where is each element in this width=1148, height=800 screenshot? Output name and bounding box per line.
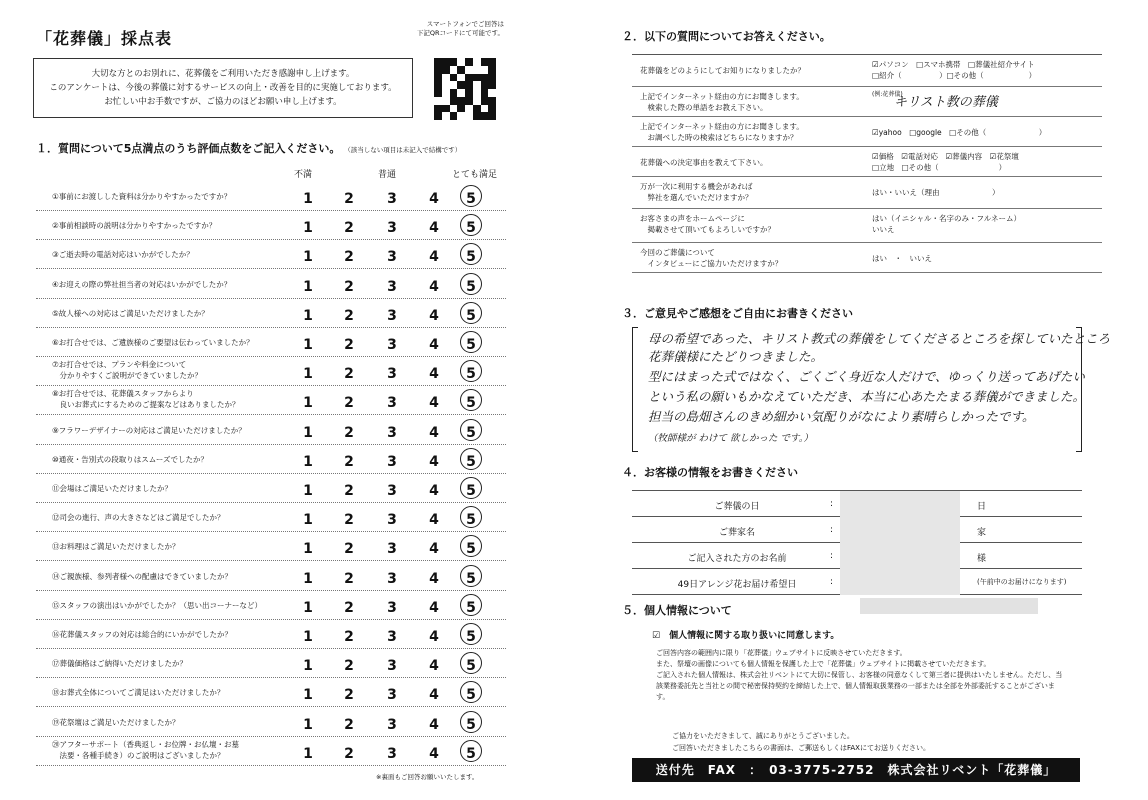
score-option[interactable]: 3 — [387, 658, 397, 675]
question-text: ⑳アフターサポート（香典返し・お位牌・お仏壇・お墓 法要・各種手続き）のご説明はございましたか？ — [52, 739, 239, 760]
score-option[interactable]: 1 — [303, 307, 313, 324]
score-circle — [460, 623, 482, 645]
question-text: ⑩通夜・告別式の段取りはスムーズでしたか？ — [52, 454, 208, 464]
score-circle — [460, 477, 482, 499]
survey-answer[interactable]: (例:花葬儀) — [872, 91, 903, 98]
comment-line: 型にはまった式ではなく、ごくごく身近な人だけで、ゆっくり送ってあげたい — [648, 369, 1085, 384]
survey-question: お客さまの声をホームページに 掲載させて頂いてもよろしいですか？ — [640, 214, 775, 234]
score-option[interactable]: 4 — [429, 453, 439, 470]
section-5-title: ５．個人情報について — [622, 604, 732, 617]
question-row — [36, 708, 506, 737]
score-option[interactable]: 4 — [429, 570, 439, 587]
score-option[interactable]: 1 — [303, 191, 313, 207]
survey-answer[interactable]: ☑価格 ☑電話対応 ☑葬儀内容 ☑花祭壇 □立地 □その他（ ） — [872, 152, 1019, 172]
info-label: ご記入された方のお名前 — [687, 554, 787, 564]
question-row — [36, 416, 506, 445]
question-text: ③ご逝去時の電話対応はいかがでしたか？ — [52, 250, 194, 260]
score-option[interactable]: 4 — [429, 483, 439, 499]
section-1-note: （該当しない項目は未記入で結構です） — [344, 146, 462, 154]
redacted-field[interactable] — [840, 569, 960, 595]
score-option[interactable]: 1 — [303, 483, 313, 499]
score-circle — [460, 594, 482, 616]
qr-note: スマートフォンでご回答は 下記QRコードにて可能です。 — [416, 20, 504, 37]
info-label: 49日アレンジ花お届け希望日 — [677, 580, 797, 590]
score-option[interactable]: 2 — [344, 570, 354, 587]
score-option[interactable]: 1 — [303, 366, 313, 383]
survey-question-row — [632, 243, 1102, 273]
score-option[interactable]: 1 — [303, 629, 313, 645]
question-row — [36, 357, 506, 386]
score-circle — [460, 419, 482, 441]
score-sheet-page — [0, 0, 560, 800]
score-option[interactable]: 5 — [466, 570, 476, 587]
score-option[interactable]: 5 — [466, 541, 476, 558]
score-option[interactable]: 3 — [387, 483, 397, 499]
redacted-field[interactable] — [840, 517, 960, 543]
score-option[interactable]: 3 — [387, 629, 397, 645]
score-option[interactable]: 5 — [466, 278, 476, 295]
score-option[interactable]: 4 — [429, 220, 439, 237]
score-option[interactable]: 2 — [344, 687, 354, 704]
question-row — [36, 474, 506, 503]
survey-question: 上記でインターネット経由の方にお聞きします。 お調べした時の検索はどちらになりますか？ — [640, 122, 804, 142]
question-text: ⑦お打合せでは、プランや料金について 分かりやすくご説明ができていましたか？ — [52, 360, 202, 381]
question-row — [36, 182, 506, 211]
redacted-field[interactable] — [840, 491, 960, 517]
score-option[interactable]: 2 — [344, 278, 354, 295]
section-4-title: ４．お客様の情報をお書きください — [622, 466, 798, 479]
score-option[interactable]: 5 — [466, 424, 476, 441]
question-text: ⑪会場はご満足いただけましたか？ — [52, 484, 172, 493]
score-option[interactable]: 1 — [303, 453, 313, 470]
section-1-title: １．質問について5点満点のうち評価点数をご記入ください。 — [36, 142, 341, 155]
info-suffix: 日 — [977, 502, 987, 512]
question-text: ②事前相談時の説明は分かりやすかったですか？ — [52, 221, 217, 231]
score-option[interactable]: 1 — [303, 278, 313, 295]
qr-code-icon — [434, 58, 496, 120]
question-text: ⑱お葬式全体についてご満足はいただけましたか？ — [52, 688, 225, 698]
score-option[interactable]: 2 — [344, 745, 354, 762]
intro-line: 大切な方とのお別れに、花葬儀をご利用いただき感謝申し上げます。 — [91, 69, 355, 79]
score-option[interactable]: 3 — [387, 307, 397, 324]
score-option[interactable]: 4 — [429, 687, 439, 704]
survey-answer[interactable]: ☑パソコン □スマホ携帯 □葬儀社紹介サイト □紹介（ ）□その他（ ） — [872, 60, 1037, 80]
score-option[interactable]: 4 — [429, 512, 439, 529]
score-option[interactable]: 1 — [303, 658, 313, 675]
score-option[interactable]: 5 — [466, 220, 476, 237]
score-option[interactable]: 4 — [429, 395, 439, 412]
score-circle — [460, 302, 482, 324]
score-option[interactable]: 4 — [429, 599, 439, 616]
question-text: ⑨フラワーデザイナーの対応はご満足いただけましたか？ — [52, 425, 246, 435]
score-option[interactable]: 5 — [466, 658, 476, 675]
question-row — [36, 299, 506, 328]
question-text: ①事前にお渡しした資料は分かりやすかったですか？ — [52, 192, 232, 201]
score-option[interactable]: 1 — [303, 220, 313, 237]
question-text: ⑥お打合せでは、ご遺族様のご要望は伝わっていましたか？ — [52, 338, 254, 347]
score-option[interactable]: 3 — [387, 745, 397, 762]
score-option[interactable]: 2 — [344, 629, 354, 645]
survey-question-row — [632, 55, 1102, 87]
score-option[interactable]: 1 — [303, 745, 313, 762]
question-row — [36, 562, 506, 591]
score-option[interactable]: 2 — [344, 220, 354, 237]
question-text: ⑲花祭壇はご満足いただけましたか？ — [52, 717, 180, 727]
score-option[interactable]: 2 — [344, 307, 354, 324]
score-option[interactable]: 3 — [387, 278, 397, 295]
info-suffix: 家 — [977, 528, 987, 538]
question-row — [36, 503, 506, 532]
score-option[interactable]: 1 — [303, 541, 313, 558]
score-option[interactable]: 4 — [429, 716, 439, 733]
score-option[interactable]: 3 — [387, 395, 397, 412]
handwritten-search-term: キリスト教の葬儀 — [894, 95, 998, 110]
intro-line: このアンケートは、今後の葬儀に対するサービスの向上・改善を目的に実施しております。 — [49, 83, 397, 93]
question-text: ⑫司会の進行、声の大きさなどはご満足でしたか？ — [52, 513, 225, 523]
question-text: ⑤故人様への対応はご満足いただけましたか？ — [52, 308, 209, 318]
intro-box — [33, 58, 413, 118]
score-option[interactable]: 3 — [387, 453, 397, 470]
score-option[interactable]: 1 — [303, 687, 313, 704]
score-option[interactable]: 1 — [303, 337, 313, 353]
redacted-block — [860, 598, 1038, 614]
question-row — [36, 678, 506, 707]
score-option[interactable]: 1 — [303, 424, 313, 441]
score-option[interactable]: 2 — [344, 541, 354, 558]
score-option[interactable]: 1 — [303, 570, 313, 587]
colon: : — [830, 499, 834, 509]
score-option[interactable]: 3 — [387, 366, 397, 383]
question-row — [36, 591, 506, 620]
comment-line: 母の希望であった、キリスト教式の葬儀をしてくださるところを探していたところ — [648, 331, 1111, 346]
score-option[interactable]: 1 — [303, 716, 313, 733]
scale-label-low: 不満 — [294, 170, 313, 180]
score-option[interactable]: 3 — [387, 570, 397, 587]
question-row — [36, 649, 506, 678]
score-option[interactable]: 5 — [466, 453, 476, 470]
survey-answer[interactable]: はい・いいえ（理由 ） — [872, 188, 1000, 197]
score-option[interactable]: 1 — [303, 395, 313, 412]
score-option[interactable]: 2 — [344, 658, 354, 675]
score-circle — [460, 565, 482, 587]
comment-line: 担当の島畑さんのきめ細かい気配りがなにより素晴らしかったです。 — [648, 409, 1035, 424]
question-row — [36, 532, 506, 561]
section-3-title: ３．ご意見やご感想をご自由にお書きください — [622, 307, 853, 320]
survey-answer[interactable]: はい ・ いいえ — [872, 254, 932, 263]
score-option[interactable]: 5 — [466, 191, 476, 207]
section-2-table — [632, 54, 1102, 273]
scale-label-mid: 普通 — [378, 170, 397, 180]
score-option[interactable]: 3 — [387, 191, 397, 207]
score-option[interactable]: 2 — [344, 512, 354, 529]
scale-label-high: とても満足 — [452, 170, 498, 180]
score-option[interactable]: 3 — [387, 220, 397, 237]
score-option[interactable]: 5 — [466, 716, 476, 733]
customer-info-table — [632, 490, 1082, 595]
privacy-text: ご回答内容の範囲内に限り「花葬儀」ウェブサイトに反映させていただきます。 また、祭壇の画像についても個人情報を保護した上で「花葬儀」ウェブサイトに掲載させていただきます。 ご記入された個人情報は、株式会社リベントにて大切に保管し、お客様の同意なくして第三者に提供はいたしません。ただし、当該業務委託先と当社との間で秘密保持契約を締結した上で、個人情報取扱業務の一部または全部を外部委託することがございます。 — [656, 649, 1063, 701]
fax-bar: 送付先 FAX ： 03-3775-2752 株式会社リベント「花葬儀」 — [632, 758, 1080, 782]
score-option[interactable]: 3 — [387, 424, 397, 441]
score-option[interactable]: 1 — [303, 512, 313, 529]
question-text: ⑬お料理はご満足いただけましたか？ — [52, 542, 180, 552]
survey-question-row — [632, 177, 1102, 209]
customer-info-row — [632, 491, 1082, 517]
score-option[interactable]: 5 — [466, 599, 476, 616]
score-option[interactable]: 5 — [466, 483, 476, 499]
score-circle — [460, 711, 482, 733]
score-option[interactable]: 2 — [344, 337, 354, 353]
score-option[interactable]: 4 — [429, 658, 439, 675]
customer-info-row — [632, 543, 1082, 569]
score-option[interactable]: 2 — [344, 366, 354, 383]
score-option[interactable]: 5 — [466, 687, 476, 704]
footnote: ※裏面もご回答お願いいたします。 — [376, 773, 479, 781]
survey-answer[interactable]: ☑yahoo □google □その他（ ） — [872, 128, 1047, 137]
score-option[interactable]: 2 — [344, 453, 354, 470]
score-option[interactable]: 4 — [429, 249, 439, 266]
score-option[interactable]: 3 — [387, 512, 397, 529]
score-option[interactable]: 5 — [466, 629, 476, 645]
privacy-consent-checkbox[interactable]: ☑ 個人情報に関する取り扱いに同意します。 — [652, 631, 840, 641]
info-suffix: (午前中のお届けになります) — [977, 578, 1067, 586]
colon: : — [830, 551, 834, 561]
score-option[interactable]: 4 — [429, 629, 439, 645]
score-option[interactable]: 4 — [429, 424, 439, 441]
bracket-left — [632, 327, 638, 452]
survey-answer[interactable]: はい（イニシャル・名字のみ・フルネーム） いいえ — [872, 214, 1022, 234]
customer-info-row — [632, 517, 1082, 543]
intro-line: お忙しい中お手数ですが、ご協力のほどお願い申し上げます。 — [104, 97, 342, 107]
question-row — [36, 328, 506, 357]
score-option[interactable]: 5 — [466, 512, 476, 529]
score-option[interactable]: 2 — [344, 395, 354, 412]
colon: : — [830, 577, 834, 587]
customer-info-row — [632, 569, 1082, 595]
survey-question-row — [632, 87, 1102, 117]
question-text: ⑰葬儀価格はご納得いただけましたか？ — [52, 659, 187, 669]
score-circle — [460, 331, 482, 353]
page-title: 「花葬儀」採点表 — [36, 29, 173, 48]
section-2-title: ２．以下の質問についてお答えください。 — [622, 30, 831, 43]
score-option[interactable]: 4 — [429, 745, 439, 762]
redacted-field[interactable] — [840, 543, 960, 569]
score-circle — [460, 273, 482, 295]
score-option[interactable]: 5 — [466, 337, 476, 353]
score-option[interactable]: 3 — [387, 716, 397, 733]
thanks-text: ご協力をいただきまして、誠にありがとうございました。 ご回答いただきましたこちらの書面は、ご郵送もしくはFAXにてお送りください。 — [672, 732, 930, 752]
survey-question: 花葬儀をどのようにしてお知りになりましたか？ — [640, 66, 805, 75]
score-option[interactable]: 1 — [303, 599, 313, 616]
questionnaire-page — [610, 0, 1148, 800]
score-circle — [460, 185, 482, 207]
score-option[interactable]: 1 — [303, 249, 313, 266]
score-option[interactable]: 5 — [466, 249, 476, 266]
question-row — [36, 737, 506, 766]
survey-question: 今回のご葬儀について インタビューにご協力いただけますか？ — [640, 248, 783, 268]
score-circle — [460, 740, 482, 762]
score-option[interactable]: 2 — [344, 249, 354, 266]
comment-line: （牧師様が わけて 欲しかった です。） — [648, 433, 814, 444]
score-option[interactable]: 4 — [429, 278, 439, 295]
score-option[interactable]: 3 — [387, 541, 397, 558]
question-text: ⑯花葬儀スタッフの対応は総合的にいかがでしたか？ — [52, 630, 232, 639]
info-label: ご葬家名 — [718, 528, 755, 538]
score-option[interactable]: 2 — [344, 599, 354, 616]
score-option[interactable]: 2 — [344, 424, 354, 441]
score-option[interactable]: 2 — [344, 716, 354, 733]
comment-line: という私の願いもかなえていただき、本当に心あたたまる葬儀ができました。 — [648, 389, 1086, 404]
score-option[interactable]: 5 — [466, 366, 476, 383]
section-1-heading — [36, 140, 461, 156]
score-option[interactable]: 4 — [429, 191, 439, 207]
score-option[interactable]: 3 — [387, 599, 397, 616]
question-row — [36, 240, 506, 269]
score-option[interactable]: 4 — [429, 541, 439, 558]
score-option[interactable]: 3 — [387, 249, 397, 266]
score-option[interactable]: 4 — [429, 307, 439, 324]
score-option[interactable]: 5 — [466, 745, 476, 762]
score-option[interactable]: 4 — [429, 337, 439, 353]
question-text: ④お迎えの際の弊社担当者の対応はいかがでしたか？ — [52, 279, 232, 289]
question-row — [36, 211, 506, 240]
question-row — [36, 386, 506, 415]
question-text: ⑮スタッフの演出はいかがでしたか？（思い出コーナーなど） — [52, 600, 262, 610]
info-label: ご葬儀の日 — [714, 502, 760, 512]
colon: : — [830, 525, 834, 535]
info-suffix: 様 — [977, 554, 987, 564]
comment-line: 花葬儀様にたどりつきました。 — [648, 349, 824, 364]
survey-question: 万が一次に利用する機会があれば 弊社を選んでいただけますか？ — [640, 182, 753, 202]
survey-question: 上記でインターネット経由の方にお聞きします。 検索した際の単語をお教え下さい。 — [640, 92, 804, 112]
question-row — [36, 270, 506, 299]
survey-question-row — [632, 117, 1102, 147]
score-option[interactable]: 5 — [466, 395, 476, 412]
score-option[interactable]: 2 — [344, 483, 354, 499]
score-option[interactable]: 5 — [466, 307, 476, 324]
question-row — [36, 445, 506, 474]
comment-box — [632, 327, 1111, 452]
survey-question-row — [632, 147, 1102, 177]
question-row — [36, 620, 506, 649]
score-option[interactable]: 2 — [344, 191, 354, 207]
score-option[interactable]: 3 — [387, 337, 397, 353]
score-circle — [460, 448, 482, 470]
score-option[interactable]: 3 — [387, 687, 397, 704]
survey-question: 花葬儀への決定事由を教えて下さい。 — [640, 158, 768, 167]
question-text: ⑧お打合せでは、花葬儀スタッフからより 良いお葬式にするためのご提案などはありましたか？ — [52, 389, 240, 410]
question-text: ⑭ご親族様、参列者様への配慮はできていましたか？ — [52, 571, 232, 581]
survey-question-row — [632, 209, 1102, 243]
score-option[interactable]: 4 — [429, 366, 439, 383]
